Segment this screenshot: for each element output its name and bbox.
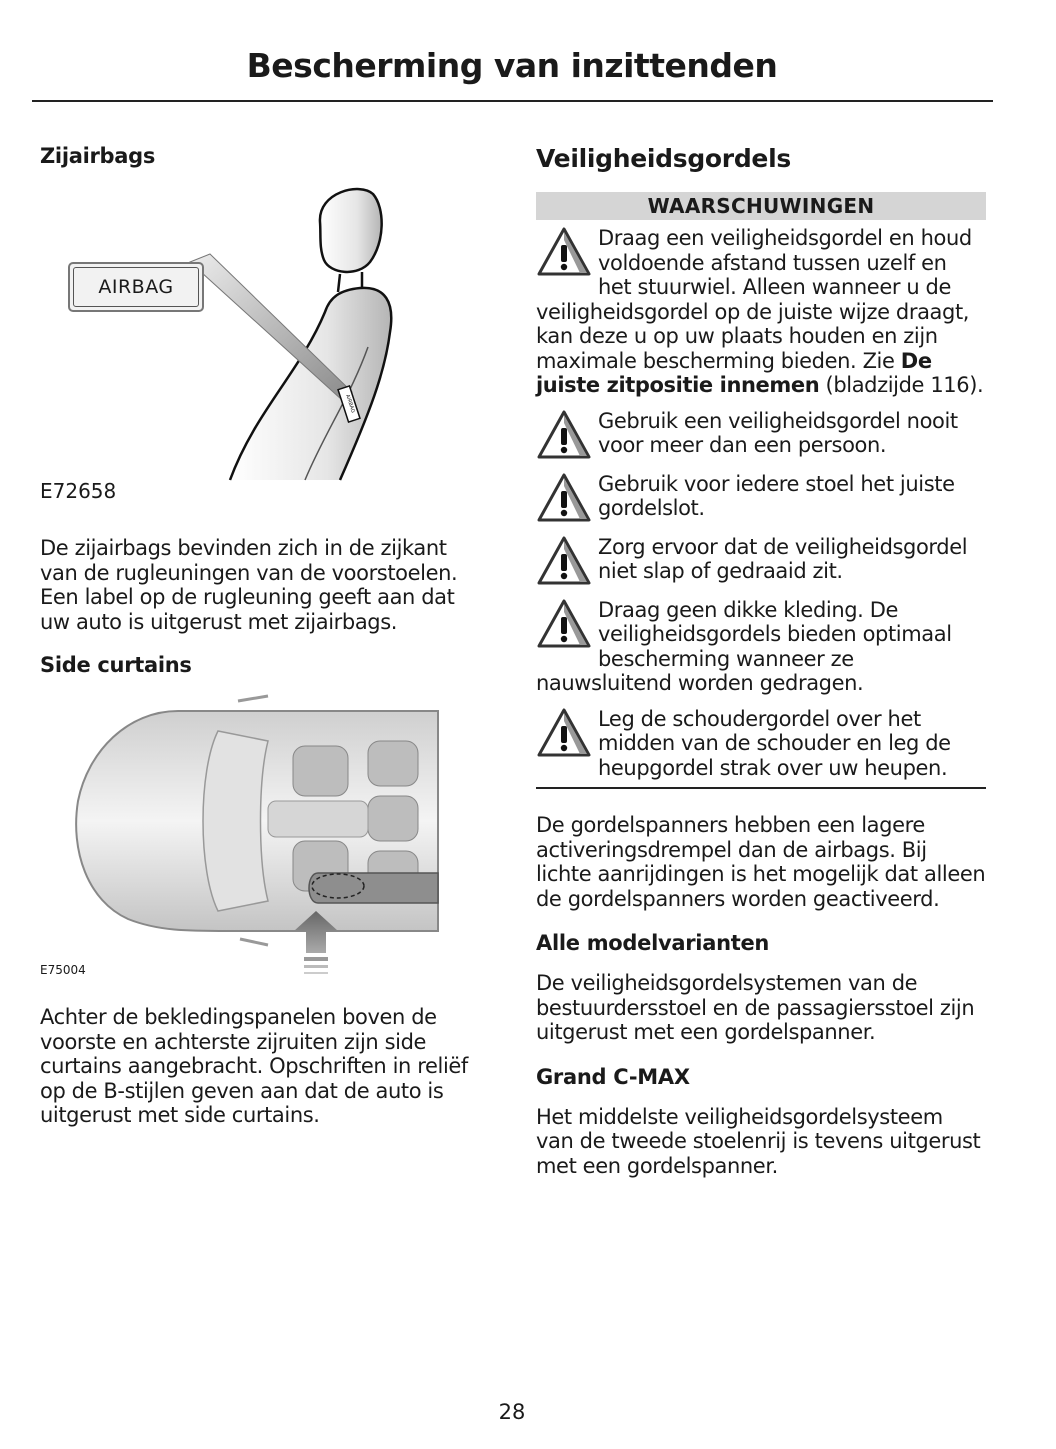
heading-grand-c-max: Grand C-MAX (536, 1064, 690, 1089)
heading-alle-modelvarianten: Alle modelvarianten (536, 931, 770, 955)
warning-item (536, 409, 986, 461)
car-topview-illustration (68, 691, 478, 981)
warning-item (536, 535, 986, 587)
title-divider (32, 100, 993, 102)
airbag-label-text: AIRBAG (73, 267, 199, 307)
right-column (536, 144, 986, 1178)
warning-4-text: Zorg ervoor dat de veiligheidsgordel niet slap of gedraaid zit. (598, 534, 968, 583)
warning-triangle-icon (536, 226, 592, 278)
warning-6-text: Leg de schoudergordel over het midden van de schouder en leg de heupgordel strak over uw heupen. (598, 706, 951, 780)
heading-side-curtains: Side curtains (40, 653, 192, 677)
heading-zijairbags: Zijairbags (40, 144, 156, 168)
page-number: 28 (498, 1400, 526, 1424)
zijairbags-description: De zijairbags bevinden zich in de zijkant van de rugleuningen van de voorstoelen. Een label op de rugleuning geeft aan dat uw auto is uitgerust met zijairbags. (40, 536, 458, 634)
seat-illustration (40, 182, 490, 482)
warning-item (536, 598, 986, 696)
figure-side-curtains (40, 691, 490, 991)
warning-1-suffix: (bladzijde 116). (819, 373, 984, 397)
warning-2-text: Gebruik een veiligheidsgordel nooit voor meer dan een persoon. (598, 408, 958, 457)
warnings-divider (536, 787, 986, 789)
warnings-header: WAARSCHUWINGEN (536, 192, 986, 220)
warning-triangle-icon (536, 472, 592, 524)
grand-c-max-text: Het middelste veiligheidsgordelsysteem van de tweede stoelenrij is tevens uitgerust met een gordelspanner. (536, 1104, 981, 1178)
warning-item (536, 472, 986, 524)
heading-veiligheidsgordels: Veiligheidsgordels (536, 144, 791, 173)
page-title: Bescherming van inzittenden (246, 46, 778, 85)
figure-side-airbag (40, 194, 490, 503)
figure-code-e75004: E75004 (40, 963, 86, 977)
warning-3-text: Gebruik voor iedere stoel het juiste gordelslot. (598, 471, 955, 520)
figure-code-e72658: E72658 (40, 479, 117, 503)
svg-text:AIRBAG: AIRBAG (344, 393, 356, 414)
warning-triangle-icon (536, 409, 592, 461)
warning-1-link[interactable]: De juiste zitpositie innemen (536, 348, 932, 397)
warning-5-text: Draag geen dikke kleding. De veiligheidsgordels bieden optimaal bescherming wanneer ze nauwsluitend worden gedragen. (536, 597, 952, 695)
warning-item (536, 226, 986, 398)
gordelspanners-description: De gordelspanners hebben een lagere activeringsdrempel dan de airbags. Bij lichte aanrijdingen is het mogelijk dat alleen de gordelspanners worden geactiveerd. (536, 813, 986, 911)
warning-1-text: Draag een veiligheidsgordel en houd voldoende afstand tussen uzelf en het stuurwiel. Alleen wanneer u de veiligheidsgordel op de juiste wijze draagt, kan deze u op uw plaats houden en zijn maximale bescherming bieden. Zie (536, 226, 972, 373)
left-column (40, 144, 490, 1128)
alle-modelvarianten-text: De veiligheidsgordelsystemen van de bestuurdersstoel en de passagiersstoel zijn uitgerust met een gordelspanner. (536, 971, 975, 1044)
warning-triangle-icon (536, 535, 592, 587)
side-curtains-description: Achter de bekledingspanelen boven de voorste en achterste zijruiten zijn side curtains aangebracht. Opschriften in reliëf op de B-stijlen geven aan dat de auto is uitgerust met side curtains. (40, 1005, 468, 1127)
airbag-label-tag (68, 262, 204, 312)
warning-item (536, 707, 986, 781)
warning-triangle-icon (536, 598, 592, 650)
warning-triangle-icon (536, 707, 592, 759)
